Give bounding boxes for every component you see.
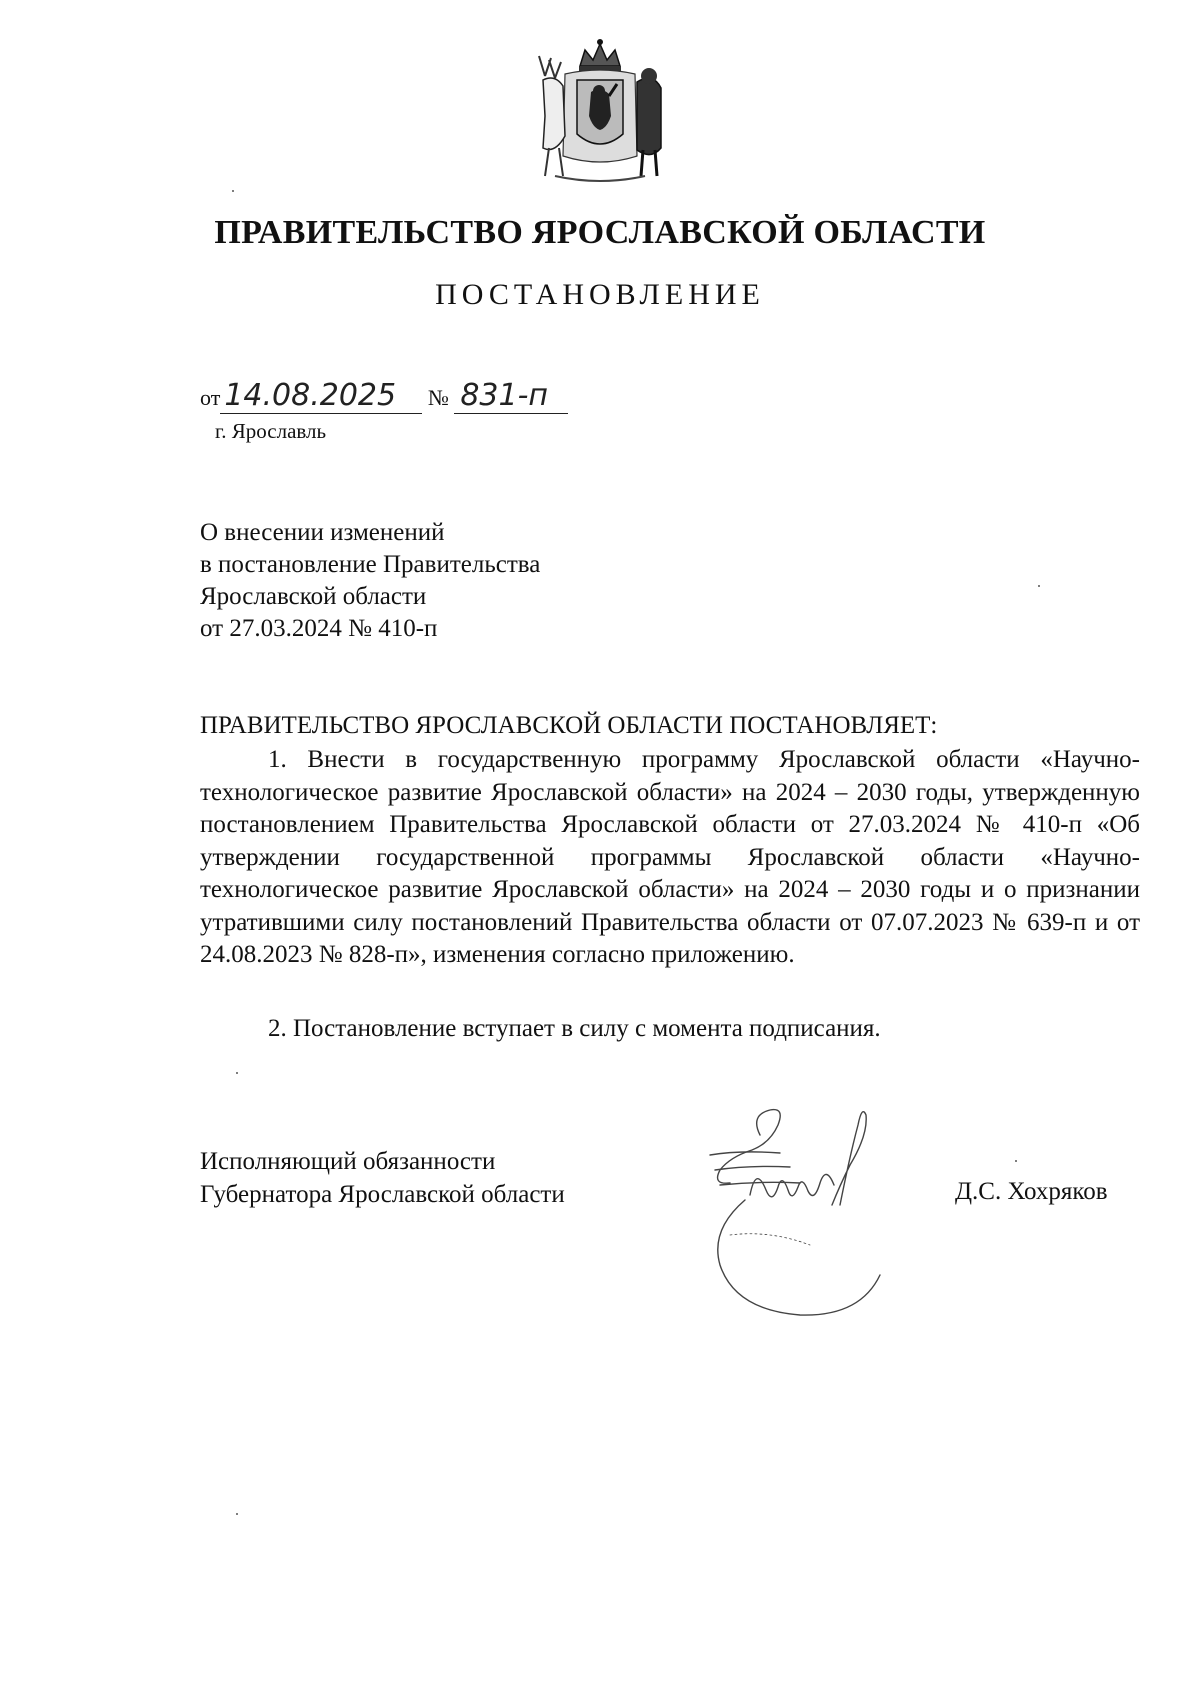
scan-speck <box>232 190 234 192</box>
subject-line: О внесении изменений <box>200 519 445 546</box>
coat-of-arms-emblem <box>525 36 675 186</box>
scan-speck <box>1038 585 1040 587</box>
scan-speck <box>1015 1160 1017 1162</box>
handwritten-number: 831-п <box>460 378 549 413</box>
signer-position-line: Губернатора Ярославской области <box>200 1181 565 1208</box>
body-paragraph: 2. Постановление вступает в силу с момента подписания. <box>268 1015 881 1042</box>
scan-speck <box>236 1072 238 1074</box>
scan-speck <box>236 1513 238 1515</box>
date-number-line <box>200 378 568 414</box>
date-field <box>220 378 422 414</box>
subject-block <box>200 517 540 645</box>
subject-line: в постановление Правительства <box>200 551 541 578</box>
subject-line: от 27.03.2024 № 410-п <box>200 615 438 642</box>
document-type: ПОСТАНОВЛЕНИЕ <box>435 278 765 311</box>
handwritten-date: 14.08.2025 <box>224 378 397 413</box>
handwritten-signature <box>690 1095 940 1330</box>
signer-position-line: Исполняющий обязанности <box>200 1148 496 1175</box>
city: г. Ярославль <box>215 419 327 443</box>
number-prefix: № <box>427 385 449 410</box>
body-paragraph: 1. Внести в государственную программу Ярославской области «Научно-технологическое развитие Ярославской области» на 2024 – 2030 годы, утвержденную постановлением Правительства Ярославской области от 27.03.2024 № 410-п «Об утверждении государственной программы Ярославской области «Научно-технологическое развитие Ярославской области» на 2024 – 2030 годы и о признании утратившими силу постановлений Правительства области от 07.07.2023 № 639-п и от 24.08.2023 № 828-п», изменения согласно приложению. <box>200 746 1140 968</box>
number-field <box>454 378 568 414</box>
signer-name: Д.С. Хохряков <box>955 1178 1108 1205</box>
date-prefix: от <box>200 385 221 410</box>
org-title: ПРАВИТЕЛЬСТВО ЯРОСЛАВСКОЙ ОБЛАСТИ <box>214 214 986 251</box>
signer-position <box>200 1145 565 1211</box>
decree-heading: ПРАВИТЕЛЬСТВО ЯРОСЛАВСКОЙ ОБЛАСТИ ПОСТАНОВЛЯЕТ: <box>200 712 938 739</box>
subject-line: Ярославской области <box>200 583 427 610</box>
